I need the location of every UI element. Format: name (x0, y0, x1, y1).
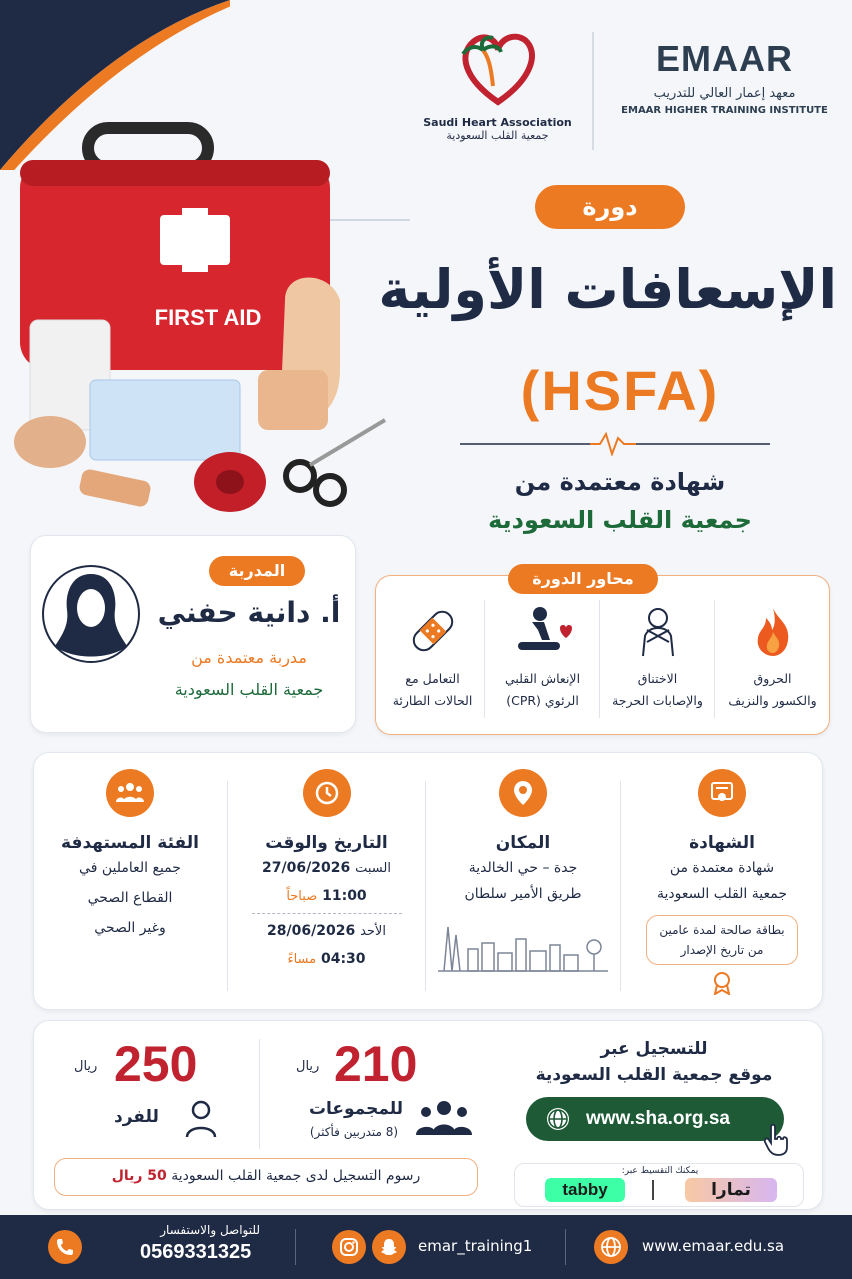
emaar-name-ar: معهد إعمار العالي للتدريب (653, 86, 796, 101)
trainer-badge: المدربة (209, 556, 305, 586)
topic-line-1: الاختناق (637, 671, 678, 686)
certificate-line-1: شهادة معتمدة من (669, 860, 775, 876)
day-2-name: الأحد (360, 924, 386, 939)
time-1-value: 11:00 (322, 888, 367, 904)
certification-line-2: جمعية القلب السعودية (488, 506, 752, 534)
schedule-time-2 (229, 947, 424, 972)
contact-footer (0, 1215, 852, 1279)
contact-label: للتواصل والاستفسار (160, 1223, 260, 1237)
group-people-icon (416, 1099, 472, 1139)
registration-fee-box (54, 1158, 478, 1196)
group-price (284, 1035, 494, 1155)
certification-line-1: شهادة معتمدة من (514, 468, 726, 496)
registration-url: www.sha.org.sa (586, 1108, 730, 1129)
topic-divider (714, 600, 715, 718)
group-label: للمجموعات (308, 1099, 404, 1119)
audience-title: الفئة المستهدفة (61, 833, 199, 853)
schedule-title: التاريخ والوقت (265, 833, 388, 853)
cpr-icon (514, 602, 572, 660)
installments-divider (652, 1180, 654, 1200)
time-2-period: مساءً (287, 952, 317, 967)
pricing-divider (259, 1039, 260, 1149)
location-pin-icon (499, 769, 547, 817)
topic-divider (599, 600, 600, 718)
topic-item (716, 596, 829, 726)
phone-icon[interactable] (48, 1230, 82, 1264)
group-currency: ريال (296, 1059, 320, 1074)
person-icon (184, 1099, 218, 1139)
location-line-2: طريق الأمير سلطان (464, 886, 582, 902)
schedule-time-1 (252, 884, 402, 914)
topics-badge: محاور الدورة (508, 564, 658, 594)
pointer-hand-icon (762, 1123, 792, 1157)
footer-divider (295, 1229, 296, 1265)
audience-section (34, 753, 226, 1011)
trainer-name: أ. دانية حفني (157, 596, 341, 629)
topic-line-1: التعامل مع (405, 671, 460, 686)
topic-item (376, 596, 489, 726)
individual-price-value: 250 (114, 1036, 198, 1092)
trainer-credential-line-2: جمعية القلب السعودية (174, 680, 324, 699)
topic-line-2: والكسور والنزيف (728, 693, 817, 708)
course-details-card (33, 752, 823, 1010)
validity-box (646, 915, 798, 965)
registration-url-button[interactable] (526, 1097, 784, 1141)
phone-number[interactable]: 0569331325 (140, 1241, 252, 1263)
audience-line-1: جميع العاملين في (79, 860, 181, 876)
bandage-icon (404, 602, 462, 660)
jeddah-skyline-icon (438, 917, 608, 973)
registration-line-2: موقع جمعية القلب السعودية (535, 1065, 773, 1085)
group-note: (8 متدربين فأكثر) (309, 1125, 399, 1139)
footer-divider (565, 1229, 566, 1265)
social-handle[interactable]: emar_training1 (418, 1237, 533, 1255)
validity-line-1: بطاقة صالحة لمدة عامين (659, 923, 785, 937)
trainer-avatar-icon (41, 554, 141, 684)
validity-line-2: من تاريخ الإصدار (680, 943, 764, 957)
award-ribbon-icon (711, 971, 733, 995)
certificate-icon (698, 769, 746, 817)
time-2-value: 04:30 (320, 951, 366, 967)
topic-line-1: الحروق (753, 671, 792, 686)
globe-icon (544, 1105, 572, 1133)
topic-item (486, 596, 599, 726)
topic-line-1: الإنعاش القلبي (504, 671, 581, 686)
day-1-date: 27/06/2026 (262, 860, 351, 876)
first-aid-kit-illustration (10, 120, 410, 530)
schedule-day-1 (229, 853, 424, 884)
installments-box (514, 1163, 804, 1207)
audience-line-3: وغير الصحي (94, 920, 166, 936)
clock-icon (303, 769, 351, 817)
emaar-name-en: EMAAR HIGHER TRAINING INSTITUTE (621, 105, 828, 116)
sha-name-en: Saudi Heart Association (423, 116, 572, 129)
website-globe-icon[interactable] (594, 1230, 628, 1264)
topic-line-2: الرئوي (CPR) (506, 693, 579, 708)
heart-palm-icon (453, 28, 543, 108)
day-1-name: السبت (355, 861, 391, 876)
trainer-credential-line-1: مدربة معتمدة من (191, 648, 307, 667)
details-divider (227, 781, 228, 991)
individual-price (64, 1035, 264, 1155)
certificate-title: الشهادة (689, 833, 755, 853)
tabby-logo[interactable]: tabby (545, 1178, 625, 1202)
individual-currency: ريال (74, 1059, 98, 1074)
sha-name-ar: جمعية القلب السعودية (446, 129, 549, 142)
certificate-section (622, 753, 822, 1011)
schedule-section (229, 753, 424, 1011)
group-price-value: 210 (334, 1036, 418, 1092)
time-1-period: صباحاً (286, 889, 318, 904)
topic-item (601, 596, 714, 726)
location-title: المكان (495, 833, 551, 853)
certificate-line-2: جمعية القلب السعودية (656, 886, 788, 902)
installments-label: يمكنك التقسيط عبر: (621, 1166, 699, 1176)
audience-line-2: القطاع الصحي (87, 890, 173, 906)
emaar-wordmark: EMAAR (656, 38, 793, 79)
snapchat-icon[interactable] (372, 1230, 406, 1264)
trainer-card (30, 535, 356, 733)
topic-line-2: الحالات الطارئة (392, 693, 473, 708)
day-2-date: 28/06/2026 (267, 923, 356, 939)
fire-icon (744, 602, 802, 660)
course-topics-card (375, 569, 830, 735)
location-section (427, 753, 619, 1011)
registration-fee-value: 50 ريال (111, 1168, 167, 1184)
individual-label: للفرد (114, 1107, 159, 1127)
header-divider (592, 32, 594, 150)
pricing-card (33, 1020, 823, 1210)
course-code: (HSFA) (520, 359, 720, 422)
saudi-heart-association-logo (420, 28, 575, 148)
group-icon (106, 769, 154, 817)
course-badge: دورة (535, 185, 685, 229)
website-url[interactable]: www.emaar.edu.sa (642, 1237, 785, 1255)
choking-person-icon (629, 602, 687, 660)
registration-fee-label: رسوم التسجيل لدى جمعية القلب السعودية (171, 1168, 421, 1184)
registration-line-1: للتسجيل عبر (600, 1039, 708, 1059)
first-aid-kit-label: FIRST AID (154, 305, 262, 330)
tamara-logo[interactable]: تمارا (685, 1178, 777, 1202)
course-title: الإسعافات الأولية (378, 258, 837, 321)
heartbeat-divider-icon (460, 432, 770, 456)
details-divider (425, 781, 426, 991)
location-line-1: جدة – حي الخالدية (468, 860, 578, 876)
emaar-logo (612, 38, 837, 148)
instagram-icon[interactable] (332, 1230, 366, 1264)
topic-line-2: والإصابات الحرجة (612, 693, 703, 708)
schedule-day-2 (229, 916, 424, 947)
details-divider (620, 781, 621, 991)
